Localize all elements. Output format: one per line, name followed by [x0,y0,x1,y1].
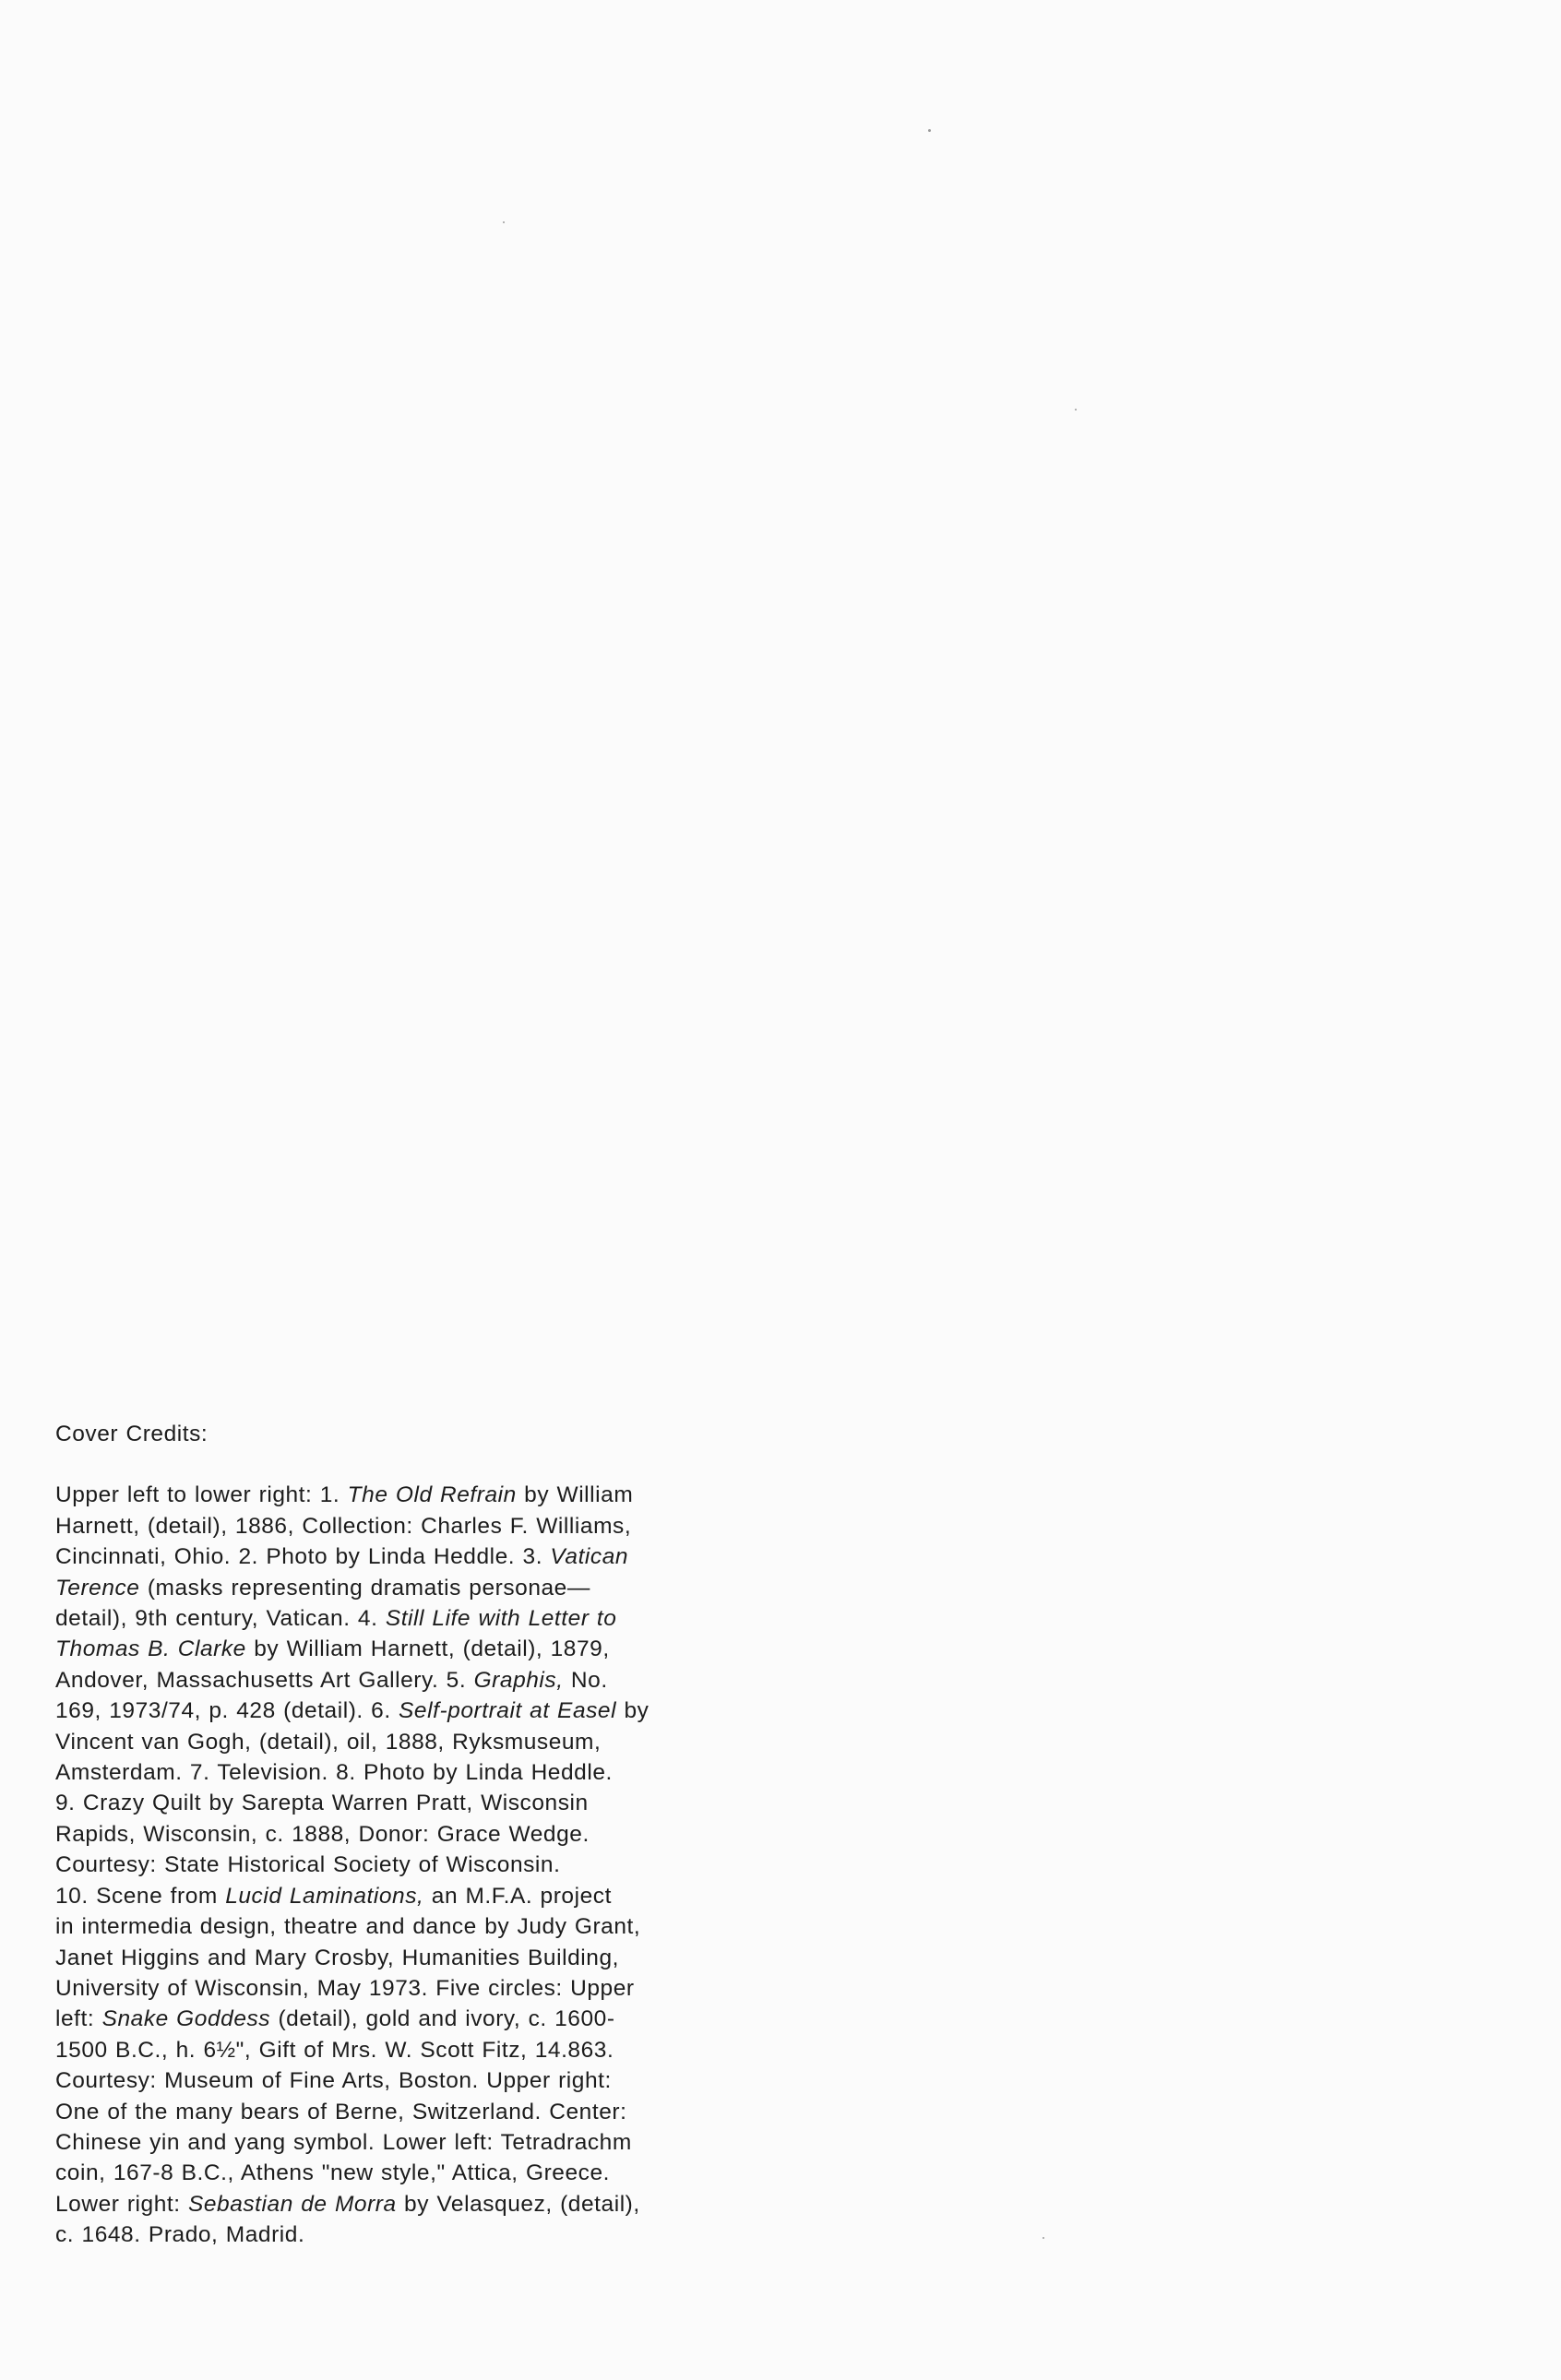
credit-title-text: Graphis, [473,1667,564,1693]
paper-speck [1043,2237,1044,2239]
credit-title-text: Vatican Terence [55,1544,629,1601]
credit-title-text: Still Life with Letter to Thomas B. Clarke [55,1606,617,1662]
credit-title-text: Snake Goddess [101,2006,271,2032]
credit-text: by Vincent van Gogh, (detail), oil, 1888, Ryksmuseum, Amsterdam. 7. Television. 8. Photo by Linda Heddle. 9. Crazy Quilt by Sarepta Warren Pratt, Wisconsin Rapids, Wisconsin, c. 1888, Donor: Grace Wedge. Courtesy: State Historical Society of Wisconsin. 10. Scene from [55,1698,649,1909]
credit-title-text: Lucid Laminations, [225,1883,424,1909]
paper-speck [1075,409,1077,411]
credit-title-text: Self-portrait at Easel [399,1698,617,1724]
cover-credits [55,1419,733,2251]
paper-speck [928,129,931,132]
credit-text: (masks representing dramatis personae— detail), 9th century, Vatican. 4. [55,1575,590,1632]
credit-text: Upper left to lower right: 1. [55,1482,348,1508]
credit-text: by Velasquez, (detail), c. 1648. Prado, Madrid. [55,2191,640,2248]
credit-text: by William Harnett, (detail), 1886, Collection: Charles F. Williams, Cincinnati, Ohio. 2. Photo by Linda Heddle. 3. [55,1482,634,1570]
credit-text: an M.F.A. project in intermedia design, theatre and dance by Judy Grant, Janet Higgins and Mary Crosby, Humanities Building, University of Wisconsin, May 1973. Five circles: Upper left: [55,1883,641,2032]
paper-speck [503,221,505,223]
cover-credits-heading: Cover Credits: [55,1422,209,1446]
credit-text: by William Harnett, (detail), 1879, Andover, Massachusetts Art Gallery. 5. [55,1636,610,1693]
cover-credits-body [55,1480,733,2250]
credit-text: (detail), gold and ivory, c. 1600- 1500 B.C., h. 6½", Gift of Mrs. W. Scott Fitz, 14.863. Courtesy: Museum of Fine Arts, Boston. Upper right: One of the many bears of Berne, Switzerland. Center: Chinese yin and yang symbol. Lower left: Tetradrachm coin, 167-8 B.C., Athens "new style," Attica, Greece. Lower right: [55,2006,632,2217]
credit-title-text: Sebastian de Morra [187,2191,397,2217]
credit-text: No. 169, 1973/74, p. 428 (detail). 6. [55,1667,608,1724]
credit-title-text: The Old Refrain [347,1482,517,1508]
